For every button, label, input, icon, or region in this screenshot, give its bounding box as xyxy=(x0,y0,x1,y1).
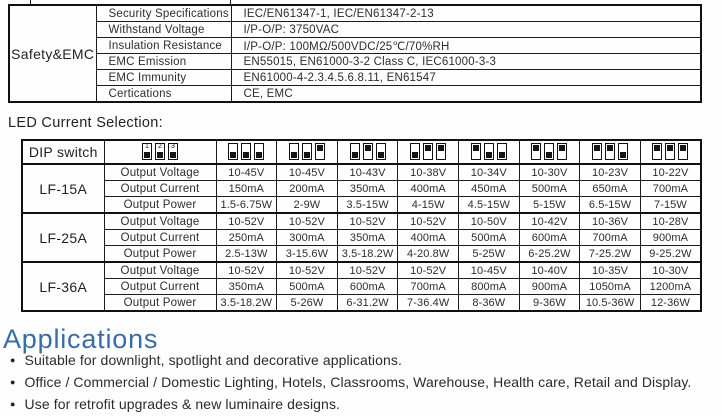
dip-switch-number: 3 xyxy=(171,143,175,151)
dip-switch-lever-icon xyxy=(376,143,386,160)
table-row xyxy=(22,197,701,214)
dip-switch-legend-cell xyxy=(104,140,216,164)
dip-switch-lever-icon xyxy=(471,143,481,160)
value-cell: 600mA xyxy=(519,230,580,246)
dip-switch-lever-icon xyxy=(241,143,251,160)
dip-switch-lever-icon xyxy=(618,143,628,160)
value-cell: 5-26W xyxy=(277,295,338,312)
row-label: Output Current xyxy=(104,181,216,197)
value-cell: 450mA xyxy=(459,181,520,197)
value-cell: 3.5-18.2W xyxy=(337,246,398,263)
value-cell: 10-36V xyxy=(580,213,641,230)
list-item xyxy=(10,349,691,371)
spec-label: Withstand Voltage xyxy=(96,22,231,38)
row-label: Output Power xyxy=(104,295,216,312)
dip-switch-position-block xyxy=(607,145,613,151)
value-cell: 10-52V xyxy=(277,213,338,230)
dip-switch-header-row xyxy=(22,140,701,164)
table-row xyxy=(22,181,701,197)
model-name: LF-25A xyxy=(22,213,104,262)
value-cell: 7-15W xyxy=(640,197,701,214)
value-cell: 10-43V xyxy=(337,164,398,181)
dip-switch-lever-icon xyxy=(302,143,312,160)
applications-heading: Applications xyxy=(3,324,159,354)
table-row xyxy=(9,5,701,22)
value-cell: 10-45V xyxy=(459,262,520,279)
bullet-icon: ● xyxy=(10,355,16,365)
dip-pattern-cell xyxy=(216,140,277,164)
value-cell: 10-28V xyxy=(640,213,701,230)
dip-switch-lever-icon xyxy=(678,143,688,160)
value-cell: 5-25W xyxy=(459,246,520,263)
value-cell: 10-34V xyxy=(459,164,520,181)
dip-switch-position-block xyxy=(438,145,444,151)
dip-switch-lever-icon xyxy=(665,143,675,160)
dip-switch-lever-icon xyxy=(254,143,264,160)
dip-switch-lever-icon xyxy=(544,143,554,160)
value-cell: 150mA xyxy=(216,181,277,197)
value-cell: 4-15W xyxy=(398,197,459,214)
value-cell: 6-31.2W xyxy=(337,295,398,312)
value-cell: 7-25.2W xyxy=(580,246,641,263)
value-cell: 900mA xyxy=(640,230,701,246)
dip-switch-pattern-icon xyxy=(228,143,264,160)
bullet-icon: ● xyxy=(10,377,16,387)
value-cell: 250mA xyxy=(216,230,277,246)
applications-bullet-list xyxy=(10,349,691,415)
value-cell: 10-52V xyxy=(398,213,459,230)
dip-switch-pattern-icon xyxy=(350,143,386,160)
dip-switch-position-block xyxy=(243,152,249,158)
value-cell: 500mA xyxy=(459,230,520,246)
table-row xyxy=(9,70,701,86)
dip-switch-lever-icon xyxy=(155,143,165,160)
bullet-text: Suitable for downlight, spotlight and decorative applications. xyxy=(24,352,402,368)
value-cell: 700mA xyxy=(580,230,641,246)
value-cell: 10-52V xyxy=(216,262,277,279)
table-row xyxy=(22,213,701,230)
dip-pattern-cell xyxy=(277,140,338,164)
dip-switch-header-label: DIP switch xyxy=(22,140,104,164)
dip-switch-lever-icon xyxy=(484,143,494,160)
dip-switch-table-body xyxy=(22,164,701,311)
value-cell: 10-52V xyxy=(398,262,459,279)
value-cell: 400mA xyxy=(398,181,459,197)
list-item xyxy=(10,393,691,415)
value-cell: 400mA xyxy=(398,230,459,246)
value-cell: 10-38V xyxy=(398,164,459,181)
table-row xyxy=(22,230,701,246)
value-cell: 9-25.2W xyxy=(640,246,701,263)
dip-switch-lever-icon xyxy=(168,143,178,160)
model-name: LF-15A xyxy=(22,164,104,213)
led-current-selection-title: LED Current Selection: xyxy=(8,115,163,131)
dip-switch-position-block xyxy=(559,145,565,151)
value-cell: 10-52V xyxy=(216,213,277,230)
row-label: Output Voltage xyxy=(104,262,216,279)
dip-switch-lever-icon xyxy=(289,143,299,160)
dip-switch-lever-icon xyxy=(436,143,446,160)
dip-switch-position-block xyxy=(425,145,431,151)
value-cell: 10-40V xyxy=(519,262,580,279)
value-cell: 6.5-15W xyxy=(580,197,641,214)
value-cell: 10-52V xyxy=(337,262,398,279)
value-cell: 500mA xyxy=(277,279,338,295)
value-cell: 10-35V xyxy=(580,262,641,279)
dip-switch-pattern-icon xyxy=(531,143,567,160)
value-cell: 4.5-15W xyxy=(459,197,520,214)
dip-pattern-cell xyxy=(519,140,580,164)
spec-label: Security Specifications xyxy=(96,5,231,22)
dip-switch-lever-icon xyxy=(423,143,433,160)
table-row xyxy=(9,22,701,38)
dip-pattern-cell xyxy=(398,140,459,164)
dip-switch-lever-icon xyxy=(497,143,507,160)
bullet-text: Use for retrofit upgrades & new luminaire designs. xyxy=(24,396,341,412)
value-cell: 5-15W xyxy=(519,197,580,214)
dip-switch-lever-icon xyxy=(228,143,238,160)
row-label: Output Power xyxy=(104,197,216,214)
spec-value: I/P-O/P: 3750VAC xyxy=(231,22,701,38)
safety-emc-table-body xyxy=(9,5,701,102)
table-row xyxy=(22,164,701,181)
value-cell: 700mA xyxy=(398,279,459,295)
dip-switch-position-block xyxy=(620,152,626,158)
spec-label: EMC Emission xyxy=(96,54,231,70)
value-cell: 9-36W xyxy=(519,295,580,312)
value-cell: 500mA xyxy=(519,181,580,197)
value-cell: 1050mA xyxy=(580,279,641,295)
dip-switch-lever-icon xyxy=(592,143,602,160)
value-cell: 10-23V xyxy=(580,164,641,181)
value-cell: 2-9W xyxy=(277,197,338,214)
dip-switch-pattern-icon xyxy=(410,143,446,160)
safety-emc-table xyxy=(8,4,702,103)
model-name: LF-36A xyxy=(22,262,104,311)
row-label: Output Current xyxy=(104,279,216,295)
dip-switch-table xyxy=(21,139,702,312)
dip-switch-position-block xyxy=(499,152,505,158)
value-cell: 650mA xyxy=(580,181,641,197)
value-cell: 3-15.6W xyxy=(277,246,338,263)
spec-value: IEC/EN61347-1, IEC/EN61347-2-13 xyxy=(231,5,701,22)
dip-switch-lever-icon xyxy=(142,143,152,160)
spec-value: EN55015, EN61000-3-2 Class C, IEC61000-3-3 xyxy=(231,54,701,70)
dip-pattern-cell xyxy=(337,140,398,164)
dip-switch-position-block xyxy=(654,145,660,151)
dip-pattern-cell xyxy=(640,140,701,164)
dip-switch-position-block xyxy=(667,145,673,151)
dip-switch-position-block xyxy=(473,145,479,151)
dip-switch-position-block xyxy=(412,152,418,158)
list-item xyxy=(10,371,691,393)
dip-switch-position-block xyxy=(256,152,262,158)
value-cell: 10-52V xyxy=(337,213,398,230)
dip-switch-position-block xyxy=(378,152,384,158)
value-cell: 12-36W xyxy=(640,295,701,312)
value-cell: 3.5-15W xyxy=(337,197,398,214)
safety-group-label: Safety&EMC xyxy=(9,5,96,102)
dip-switch-lever-icon xyxy=(605,143,615,160)
dip-switch-position-block xyxy=(680,145,686,151)
dip-switch-position-block xyxy=(230,152,236,158)
value-cell: 10-50V xyxy=(459,213,520,230)
value-cell: 1200mA xyxy=(640,279,701,295)
dip-switch-lever-icon xyxy=(350,143,360,160)
value-cell: 10-52V xyxy=(277,262,338,279)
dip-switch-lever-icon xyxy=(557,143,567,160)
value-cell: 6-25.2W xyxy=(519,246,580,263)
dip-switch-position-block xyxy=(352,152,358,158)
dip-switch-lever-icon xyxy=(652,143,662,160)
value-cell: 350mA xyxy=(337,181,398,197)
value-cell: 700mA xyxy=(640,181,701,197)
table-row xyxy=(9,54,701,70)
value-cell: 2.5-13W xyxy=(216,246,277,263)
value-cell: 800mA xyxy=(459,279,520,295)
value-cell: 600mA xyxy=(337,279,398,295)
row-label: Output Voltage xyxy=(104,164,216,181)
value-cell: 10-45V xyxy=(216,164,277,181)
spec-label: Certications xyxy=(96,86,231,103)
dip-switch-lever-icon xyxy=(410,143,420,160)
value-cell: 900mA xyxy=(519,279,580,295)
dip-switch-position-block xyxy=(304,152,310,158)
table-row xyxy=(22,295,701,312)
dip-switch-position-block xyxy=(291,152,297,158)
dip-switch-pattern-icon xyxy=(592,143,628,160)
bullet-text: Office / Commercial / Domestic Lighting, Hotels, Classrooms, Warehouse, Health care, Retail and Display. xyxy=(24,374,692,390)
spec-value: CE, EMC xyxy=(231,86,701,103)
bullet-icon: ● xyxy=(10,399,16,409)
dip-switch-number: 2 xyxy=(158,143,162,151)
row-label: Output Voltage xyxy=(104,213,216,230)
table-row xyxy=(22,262,701,279)
value-cell: 10-22V xyxy=(640,164,701,181)
value-cell: 10.5-36W xyxy=(580,295,641,312)
row-label: Output Power xyxy=(104,246,216,263)
value-cell: 200mA xyxy=(277,181,338,197)
dip-switch-position-block xyxy=(365,145,371,151)
table-row xyxy=(9,38,701,54)
table-row xyxy=(22,246,701,263)
dip-switch-position-block xyxy=(546,152,552,158)
spec-label: EMC Immunity xyxy=(96,70,231,86)
value-cell: 1.5-6.75W xyxy=(216,197,277,214)
spec-value: I/P-O/P: 100MΩ/500VDC/25℃/70%RH xyxy=(231,38,701,54)
value-cell: 10-30V xyxy=(519,164,580,181)
value-cell: 7-36.4W xyxy=(398,295,459,312)
dip-switch-position-block xyxy=(594,145,600,151)
dip-switch-lever-icon xyxy=(315,143,325,160)
dip-switch-lever-icon xyxy=(363,143,373,160)
table-row xyxy=(22,279,701,295)
dip-switch-number: 1 xyxy=(145,143,149,151)
value-cell: 8-36W xyxy=(459,295,520,312)
spec-label: Insulation Resistance xyxy=(96,38,231,54)
value-cell: 3.5-18.2W xyxy=(216,295,277,312)
value-cell: 10-45V xyxy=(277,164,338,181)
value-cell: 300mA xyxy=(277,230,338,246)
dip-switch-lever-icon xyxy=(531,143,541,160)
dip-switch-pattern-icon xyxy=(652,143,688,160)
row-label: Output Current xyxy=(104,230,216,246)
dip-pattern-cell xyxy=(459,140,520,164)
value-cell: 350mA xyxy=(216,279,277,295)
dip-switch-position-block xyxy=(170,152,176,158)
table-row xyxy=(9,86,701,103)
dip-switch-position-block xyxy=(144,152,150,158)
dip-switch-position-block xyxy=(486,152,492,158)
dip-switch-position-block xyxy=(157,152,163,158)
value-cell: 4-20.8W xyxy=(398,246,459,263)
spec-value: EN61000-4-2.3.4.5.6.8.11, EN61547 xyxy=(231,70,701,86)
dip-switch-pattern-icon xyxy=(289,143,325,160)
value-cell: 10-30V xyxy=(640,262,701,279)
dip-switch-numbered-icon xyxy=(142,143,178,160)
dip-switch-pattern-icon xyxy=(471,143,507,160)
dip-pattern-cell xyxy=(580,140,641,164)
dip-switch-position-block xyxy=(533,145,539,151)
dip-switch-position-block xyxy=(317,145,323,151)
value-cell: 350mA xyxy=(337,230,398,246)
value-cell: 10-42V xyxy=(519,213,580,230)
